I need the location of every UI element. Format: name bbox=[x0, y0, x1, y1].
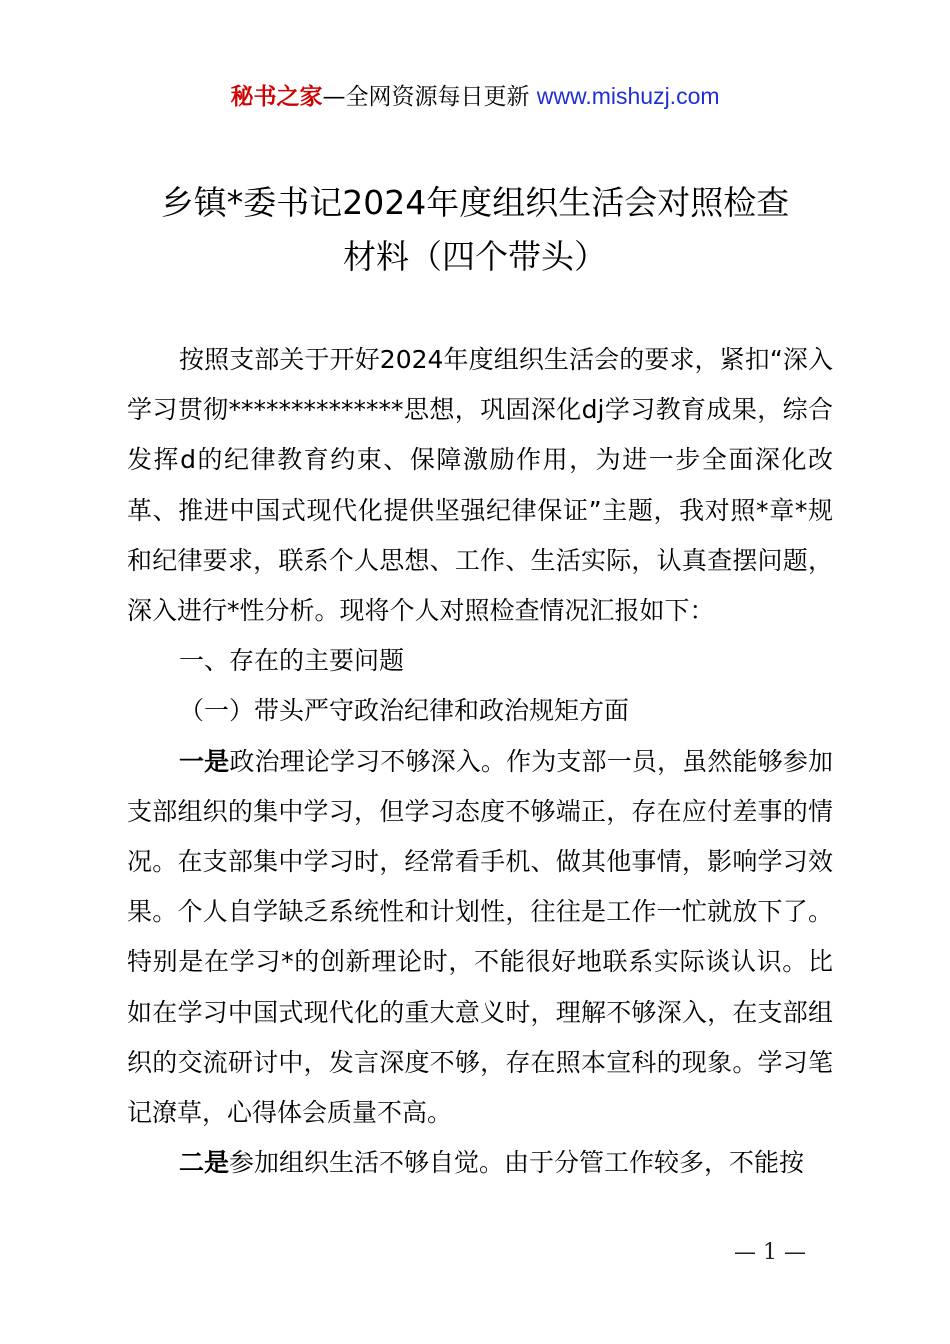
document-body bbox=[127, 335, 833, 1188]
title-line-1: 乡镇*委书记2024年度组织生活会对照检查 bbox=[160, 183, 790, 222]
header-slogan: —全网资源每日更新 bbox=[322, 84, 530, 110]
site-header bbox=[0, 80, 950, 113]
title-line-2: 材料（四个带头） bbox=[343, 237, 607, 276]
point-1-paragraph bbox=[127, 737, 833, 1139]
point-2-text: 参加组织生活不够自觉。由于分管工作较多，不能按 bbox=[229, 1148, 805, 1178]
site-url-link[interactable]: www.mishuzj.com bbox=[536, 83, 720, 109]
point-1-text: 政治理论学习不够深入。作为支部一员，虽然能够参加支部组织的集中学习，但学习态度不够端正，存在应付差事的情况。在支部集中学习时，经常看手机、做其他事情，影响学习效果。个人自学缺乏系统性和计划性，往往是工作一忙就放下了。特别是在学习*的创新理论时，不能很好地联系实际谈认识。比如在学习中国式现代化的重大意义时，理解不够深入，在支部组织的交流研讨中，发言深度不够，存在照本宣科的现象。学习笔记潦草，心得体会质量不高。 bbox=[127, 746, 833, 1128]
point-1-lead: 一是 bbox=[179, 746, 230, 776]
brand-name: 秘书之家 bbox=[230, 84, 323, 110]
document-title bbox=[110, 176, 840, 284]
point-2-lead: 二是 bbox=[179, 1148, 230, 1178]
subsection-heading: （一）带头严守政治纪律和政治规矩方面 bbox=[179, 696, 630, 726]
point-2-paragraph bbox=[127, 1138, 833, 1188]
section-heading: 一、存在的主要问题 bbox=[179, 646, 405, 676]
page-number: — 1 — bbox=[734, 1240, 806, 1265]
intro-paragraph: 按照支部关于开好2024年度组织生活会的要求，紧扣“深入学习贯彻**************思想，巩固深化dj学习教育成果，综合发挥d的纪律教育约束、保障激励作用，为进一步全面深化改革、推进中国式现代化提供坚强纪律保证”主题，我对照*章*规和纪律要求，联系个人思想、工作、生活实际，认真查摆问题，深入进行*性分析。现将个人对照检查情况汇报如下： bbox=[127, 345, 833, 626]
